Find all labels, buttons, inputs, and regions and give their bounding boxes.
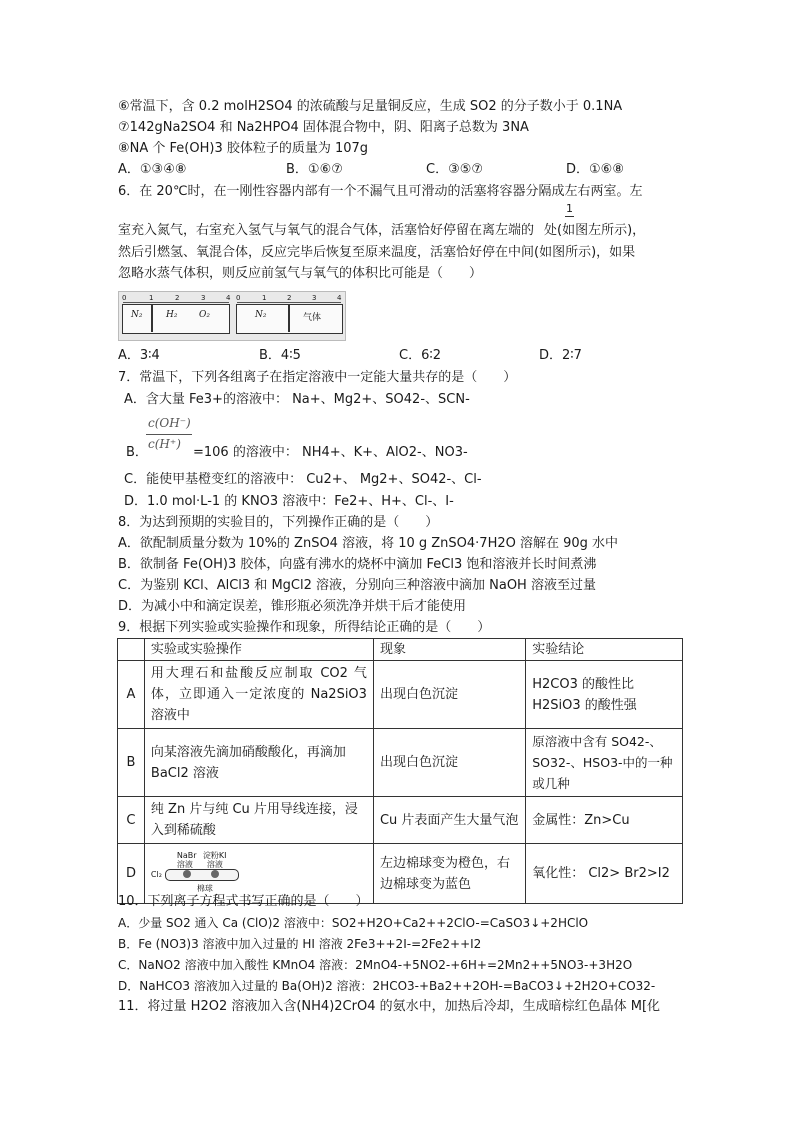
q5-option-d: D．①⑥⑧ <box>566 162 624 177</box>
cotton-ball <box>183 870 191 878</box>
tick-label: 4 <box>337 294 342 302</box>
fraction-numerator: 1 <box>566 202 573 215</box>
q6-option-b: B．4∶5 <box>259 348 301 363</box>
gas-label: N₂ <box>131 310 143 320</box>
q5-option-b: B．①⑥⑦ <box>286 162 343 177</box>
table-header-cell: 实验结论 <box>526 639 683 661</box>
tube-label: 溶液 <box>206 859 223 869</box>
q10-option-d: D．NaHCO3 溶液加入过量的 Ba(OH)2 溶液：2HCO3-+Ba2++2OH-=BaCO3↓+2H2O+CO32- <box>118 979 656 993</box>
tick-label: 0 <box>236 294 241 302</box>
piston <box>288 304 290 332</box>
table-cell: 纯 Zn 片与纯 Cu 片用导线连接，浸入到稀硫酸 <box>144 797 373 844</box>
row-label: A <box>118 661 145 729</box>
q7-option-c: C．能使甲基橙变红的溶液中： Cu2+、 Mg2+、SO42-、Cl- <box>124 472 482 487</box>
table-row <box>118 797 683 844</box>
fraction-bar <box>146 434 192 435</box>
text-segment: 室充入氮气，右室充入氢气与氧气的混合气体，活塞恰好停留在离左端的 <box>118 223 535 238</box>
piston <box>151 304 153 332</box>
tick-label: 3 <box>201 294 206 302</box>
q6-option-c: C．6∶2 <box>399 348 442 363</box>
table-row <box>118 661 683 729</box>
q8-option-d: D．为减小中和滴定误差，锥形瓶必须洗净并烘干后才能使用 <box>118 599 467 614</box>
gas-label: 气体 <box>303 313 322 323</box>
q6-option-a: A．3∶4 <box>118 348 160 363</box>
gas-label: O₂ <box>199 310 210 320</box>
gas-label: N₂ <box>255 310 267 320</box>
table-cell: H2CO3 的酸性比 H2SiO3 的酸性强 <box>526 661 683 729</box>
table-header-cell: 现象 <box>373 639 525 661</box>
q6-option-d: D．2∶7 <box>539 348 582 363</box>
question-9-text: 9．根据下列实验或实验操作和现象，所得结论正确的是（ ） <box>118 620 491 635</box>
question-8-text: 8．为达到预期的实验目的，下列操作正确的是（ ） <box>118 515 439 530</box>
fraction-bar <box>565 216 574 217</box>
q8-option-a: A．欲配制质量分数为 10%的 ZnSO4 溶液，将 10 g ZnSO4·7H2O 溶解在 90g 水中 <box>118 536 619 551</box>
fraction-numerator: c(OH⁻) <box>148 416 191 430</box>
table-cell: Cu 片表面产生大量气泡 <box>373 797 525 844</box>
table-cell: 氧化性： Cl2> Br2>I2 <box>526 844 683 904</box>
table-cell: 原溶液中含有 SO42-、SO32-、HSO3-中的一种或几种 <box>526 729 683 797</box>
question-6-text: 然后引燃氢、氧混合体，反应完毕后恢复至原来温度，活塞恰好停在中间(如图所示)，如果 <box>118 245 636 260</box>
row-label: D <box>118 844 145 904</box>
question-6-text: 6．在 20℃时，在一刚性容器内部有一个不漏气且可滑动的活塞将容器分隔成左右两室。左 <box>118 184 643 199</box>
tick-label: 4 <box>226 294 231 302</box>
text-line: ⑥常温下，含 0.2 molH2SO4 的浓硫酸与足量铜反应，生成 SO2 的分子数小于 0.1NA <box>118 99 623 114</box>
tube-label: NaBr <box>176 850 197 860</box>
q10-option-a: A．少量 SO2 通入 Ca (ClO)2 溶液中：SO2+H2O+Ca2++2ClO-=CaSO3↓+2HClO <box>118 916 589 930</box>
tube-label: Cl₂ <box>150 869 162 879</box>
table-header-cell <box>118 639 145 661</box>
question-6-text <box>118 222 645 240</box>
table-cell: 向某溶液先滴加硝酸酸化，再滴加 BaCl2 溶液 <box>144 729 373 797</box>
tube-label: 溶液 <box>176 859 193 869</box>
q5-option-a: A．①③④⑧ <box>118 162 187 177</box>
question-6-text: 忽略水蒸气体积，则反应前氢气与氧气的体积比可能是（ ） <box>118 266 483 281</box>
table-header-row <box>118 639 683 661</box>
q7-option-b: =106 的溶液中： NH4+、K+、AlO2-、NO3- <box>193 445 468 460</box>
cotton-ball <box>211 870 219 878</box>
glass-tube <box>165 869 239 881</box>
ruler <box>237 302 341 303</box>
tube-label: 淀粉KI <box>202 850 227 860</box>
row-label: B <box>118 729 145 797</box>
text-segment: 处(如图左所示)， <box>544 223 646 238</box>
q7-option-b-label: B． <box>126 445 148 460</box>
question-11-text: 11．将过量 H2O2 溶液加入含(NH4)2CrO4 的氨水中，加热后冷却，生成暗棕红色晶体 M[化 <box>118 999 661 1014</box>
tube-label: 棉球 <box>196 883 213 893</box>
tick-label: 2 <box>287 294 292 302</box>
q5-option-c: C．③⑤⑦ <box>426 162 484 177</box>
q10-option-c: C．NaNO2 溶液中加入酸性 KMnO4 溶液：2MnO4-+5NO2-+6H+=2Mn2++5NO3-+3H2O <box>118 958 633 972</box>
table-cell: 金属性：Zn>Cu <box>526 797 683 844</box>
experiment-table <box>117 638 683 904</box>
tick-label: 2 <box>175 294 180 302</box>
table-header-cell: 实验或实验操作 <box>144 639 373 661</box>
question-10-text: 10．下列离子方程式书写正确的是（ ） <box>118 894 369 909</box>
table-cell: 用大理石和盐酸反应制取 CO2 气体，立即通入一定浓度的 Na2SiO3 溶液中 <box>144 661 373 729</box>
fraction-denominator: c(H⁺) <box>148 437 181 451</box>
ruler <box>123 302 229 303</box>
q8-option-b: B．欲制备 Fe(OH)3 胶体，向盛有沸水的烧杯中滴加 FeCl3 饱和溶液并长时间煮沸 <box>118 557 597 572</box>
gas-label: H₂ <box>166 310 178 320</box>
question-7-text: 7．常温下，下列各组离子在指定溶液中一定能大量共存的是（ ） <box>118 370 517 385</box>
text-line: ⑧NA 个 Fe(OH)3 胶体粒子的质量为 107g <box>118 141 369 156</box>
q10-option-b: B．Fe (NO3)3 溶液中加入过量的 HI 溶液 2Fe3++2I-=2Fe2++I2 <box>118 937 482 951</box>
tube-apparatus-image <box>151 851 243 897</box>
table-row <box>118 729 683 797</box>
q7-option-d: D．1.0 mol·L-1 的 KNO3 溶液中：Fe2+、H+、Cl-、I- <box>124 494 454 509</box>
row-label: C <box>118 797 145 844</box>
tick-label: 1 <box>149 294 154 302</box>
tick-label: 1 <box>262 294 267 302</box>
tick-label: 0 <box>122 294 127 302</box>
text-line: ⑦142gNa2SO4 和 Na2HPO4 固体混合物中，阴、阳离子总数为 3NA <box>118 120 529 135</box>
q7-option-a: A．含大量 Fe3+的溶液中： Na+、Mg2+、SO42-、SCN- <box>124 392 470 407</box>
piston-diagram <box>118 291 346 341</box>
table-cell: 出现白色沉淀 <box>373 661 525 729</box>
q8-option-c: C．为鉴别 KCl、AlCl3 和 MgCl2 溶液，分别向三种溶液中滴加 NaOH 溶液至过量 <box>118 578 596 593</box>
table-cell: 出现白色沉淀 <box>373 729 525 797</box>
tick-label: 3 <box>312 294 317 302</box>
table-cell: 左边棉球变为橙色，右边棉球变为蓝色 <box>373 844 525 904</box>
